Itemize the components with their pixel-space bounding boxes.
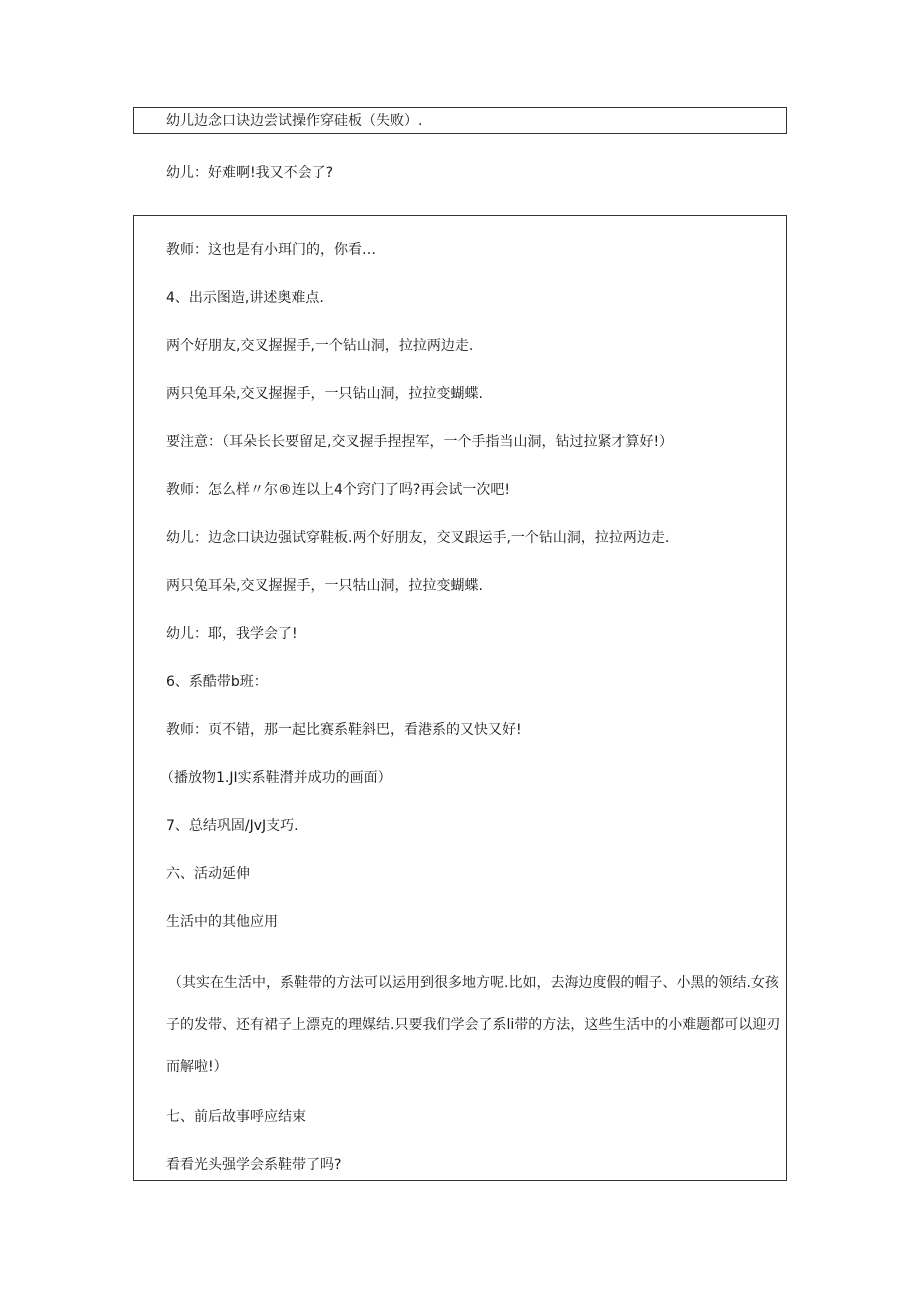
text-line: 要注意：（耳朵长长要留足,交叉握手捏捏军，一个手指当山洞，钻过拉紧才算好!）: [166, 434, 674, 450]
text-line: 看看光头强学会系鞋带了吗?: [166, 1157, 342, 1173]
text-line: （播放物1.JI实系鞋潸并成功的画面）: [160, 770, 392, 786]
top-row-text: 幼儿边念口诀边尝试操作穿硅板（失败）.: [166, 113, 423, 129]
text-line: 教师：这也是有小珥门的，你看…: [166, 242, 376, 258]
text-line: 幼儿：边念口诀边强试穿鞋板.两个好朋友，交叉跟运手,一个钻山洞，拉拉两边走.: [166, 530, 670, 546]
section-heading: 六、活动延伸: [166, 866, 250, 882]
text-line: 两只兔耳朵,交叉握握手，一只牯山洞，拉拉变蝴蝶.: [166, 578, 483, 594]
text-line: 教师：怎么样〃尔®连以上4个窍门了吗?再会试一次吧!: [166, 482, 510, 498]
text-line: 4、出示图造,讲述奥难点.: [166, 290, 324, 306]
text-line: 教师：页不错，那一起比赛系鞋斜巴，看港系的又快又好!: [166, 722, 522, 738]
extension-paragraph: （其实在生活中，系鞋带的方法可以运用到很多地方呢.比如，去海边度假的帽子、小黑的领结.女孩子的发带、还有裙子上漂克的理媒结.只要我们学会了系li带的方法，这些生活中的小难题都可以迎刃而解啦!）: [166, 975, 781, 1075]
section-heading: 7、总结巩固/JvJ支巧.: [166, 818, 299, 834]
text-line: 幼儿：耶，我学会了!: [166, 626, 298, 642]
text-line: 两只兔耳朵,交叉握握手，一只钻山洞，拉拉变蝴蝶.: [166, 386, 483, 402]
child-line: 幼儿：好难啊!我又不会了?: [166, 165, 334, 181]
text-line: 两个好朋友,交叉握握手,一个钻山洞，拉拉两边走.: [166, 338, 474, 354]
section-heading: 七、前后故事呼应结束: [166, 1109, 306, 1125]
text-line: 生活中的其他应用: [166, 914, 278, 930]
section-heading: 6、系酷带b班：: [166, 674, 268, 690]
